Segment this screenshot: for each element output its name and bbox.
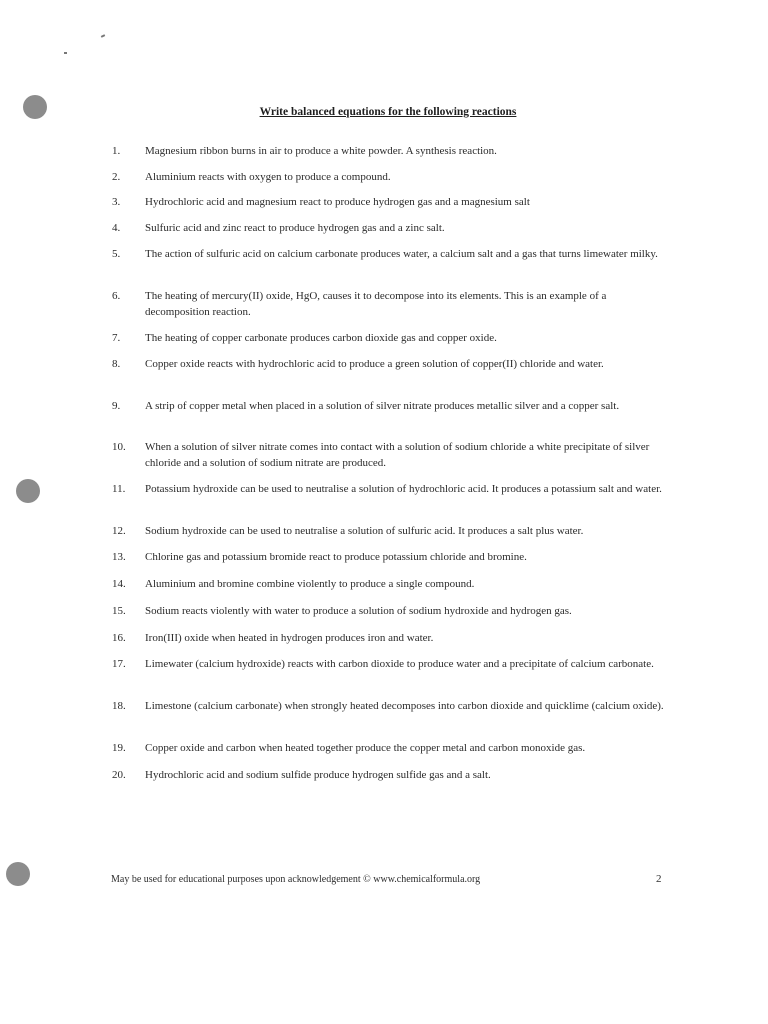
worksheet-title: Write balanced equations for the following reactions xyxy=(259,106,517,118)
item-text: Potassium hydroxide can be used to neutralise a solution of hydrochloric acid. It produces a potassium salt and water. xyxy=(145,483,662,495)
item-number: 16. xyxy=(112,632,126,644)
item-text: The heating of mercury(II) oxide, HgO, causes it to decompose into its elements. This is an example of a decomposition reaction. xyxy=(145,290,607,318)
item-text: A strip of copper metal when placed in a solution of silver nitrate produces metallic silver and a copper salt. xyxy=(145,400,620,412)
item-number: 5. xyxy=(112,248,121,260)
list-item xyxy=(112,740,672,756)
list-item xyxy=(112,143,672,159)
item-text: Copper oxide reacts with hydrochloric acid to produce a green solution of copper(II) chloride and water. xyxy=(145,358,604,370)
item-number: 3. xyxy=(112,196,121,208)
item-number: 14. xyxy=(112,578,126,590)
list-item xyxy=(112,246,672,262)
item-number: 13. xyxy=(112,551,126,563)
item-number: 8. xyxy=(112,358,121,370)
list-item xyxy=(112,288,672,320)
item-text: The heating of copper carbonate produces carbon dioxide gas and copper oxide. xyxy=(145,332,497,344)
item-text: Aluminium and bromine combine violently to produce a single compound. xyxy=(145,578,475,590)
list-item xyxy=(112,330,672,346)
list-item xyxy=(112,523,672,539)
list-item xyxy=(112,576,672,592)
footer-acknowledgement: May be used for educational purposes upon acknowledgement © www.chemicalformula.org xyxy=(111,874,481,885)
list-item xyxy=(112,630,672,646)
item-text: The action of sulfuric acid on calcium carbonate produces water, a calcium salt and a gas that turns limewater milky. xyxy=(145,248,658,260)
item-number: 10. xyxy=(112,441,126,453)
item-text: Limewater (calcium hydroxide) reacts with carbon dioxide to produce water and a precipitate of calcium carbonate. xyxy=(145,658,654,670)
item-text: Sodium reacts violently with water to produce a solution of sodium hydroxide and hydrogen gas. xyxy=(145,605,572,617)
list-item xyxy=(112,481,672,497)
item-number: 15. xyxy=(112,605,126,617)
item-text: Hydrochloric acid and sodium sulfide produce hydrogen sulfide gas and a salt. xyxy=(145,769,491,781)
list-item xyxy=(112,698,672,714)
list-item xyxy=(112,194,672,210)
punch-hole-bottom xyxy=(6,862,30,886)
item-number: 18. xyxy=(112,700,126,712)
list-item xyxy=(112,169,672,185)
item-text: Chlorine gas and potassium bromide react to produce potassium chloride and bromine. xyxy=(145,551,527,563)
item-number: 19. xyxy=(112,742,126,754)
list-item xyxy=(112,439,672,471)
list-item xyxy=(112,356,672,372)
punch-hole-middle xyxy=(16,479,40,503)
item-text: Sodium hydroxide can be used to neutralise a solution of sulfuric acid. It produces a salt plus water. xyxy=(145,525,584,537)
item-text: Copper oxide and carbon when heated together produce the copper metal and carbon monoxide gas. xyxy=(145,742,586,754)
item-text: Iron(III) oxide when heated in hydrogen produces iron and water. xyxy=(145,632,434,644)
item-number: 2. xyxy=(112,171,121,183)
item-number: 20. xyxy=(112,769,126,781)
scan-speck xyxy=(101,34,105,38)
list-item xyxy=(112,656,672,672)
item-text: Sulfuric acid and zinc react to produce hydrogen gas and a zinc salt. xyxy=(145,222,445,234)
item-number: 11. xyxy=(112,483,126,495)
scan-speck xyxy=(64,52,67,54)
item-text: Limestone (calcium carbonate) when strongly heated decomposes into carbon dioxide and quicklime (calcium oxide). xyxy=(145,700,664,712)
item-number: 12. xyxy=(112,525,126,537)
item-text: Aluminium reacts with oxygen to produce a compound. xyxy=(145,171,391,183)
list-item xyxy=(112,398,672,414)
item-number: 6. xyxy=(112,290,121,302)
item-text: When a solution of silver nitrate comes into contact with a solution of sodium chloride a white precipitate of silver chloride and a solution of sodium nitrate are produced. xyxy=(145,441,650,469)
list-item xyxy=(112,767,672,783)
list-item xyxy=(112,549,672,565)
item-number: 7. xyxy=(112,332,121,344)
item-number: 9. xyxy=(112,400,121,412)
item-text: Hydrochloric acid and magnesium react to produce hydrogen gas and a magnesium salt xyxy=(145,196,530,208)
page-number: 2 xyxy=(656,873,662,885)
item-number: 17. xyxy=(112,658,126,670)
item-number: 1. xyxy=(112,145,121,157)
list-item xyxy=(112,220,672,236)
item-number: 4. xyxy=(112,222,121,234)
list-item xyxy=(112,603,672,619)
item-text: Magnesium ribbon burns in air to produce a white powder. A synthesis reaction. xyxy=(145,145,497,157)
